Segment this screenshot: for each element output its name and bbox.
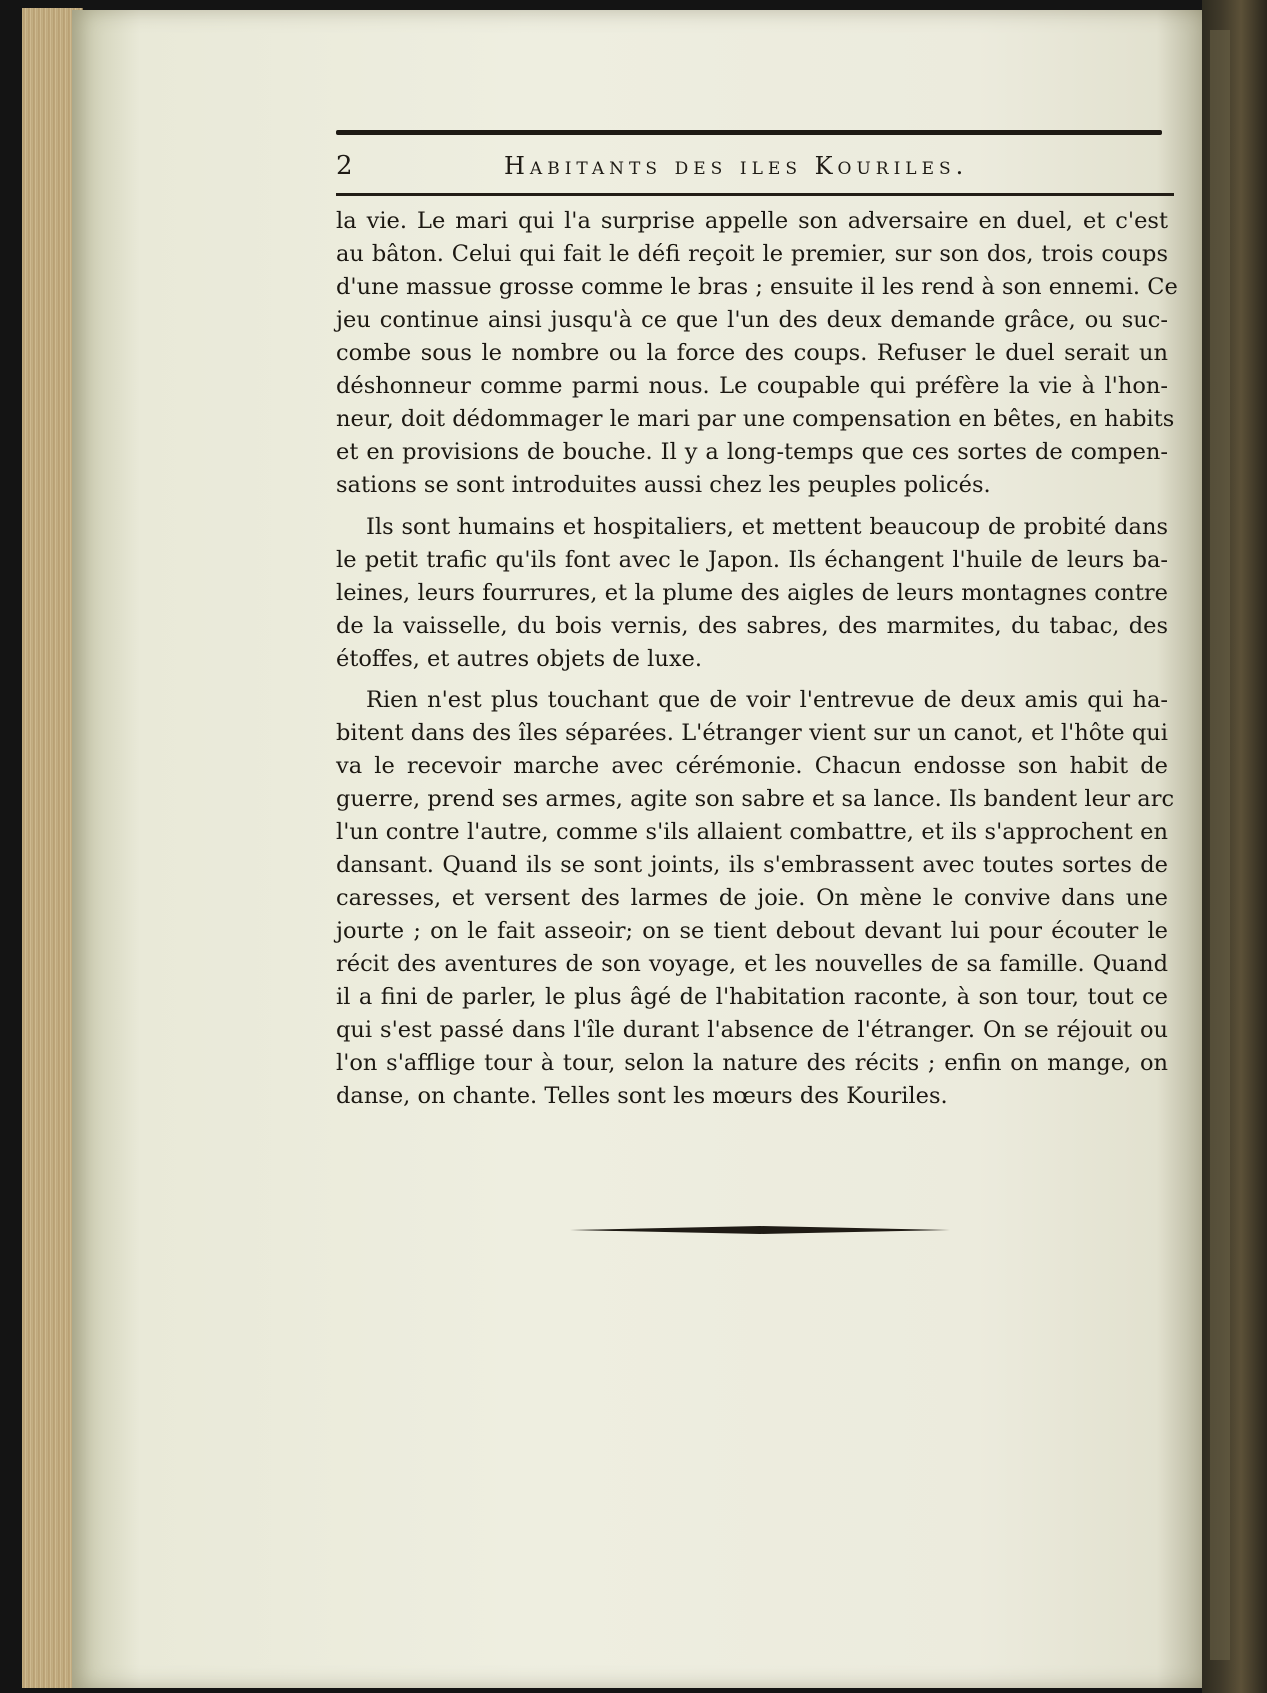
text-line: l'un contre l'autre, comme s'ils allaient combattre, et ils s'approchent en bbox=[336, 819, 1168, 845]
text-line: combe sous le nombre ou la force des coups. Refuser le duel serait un bbox=[336, 340, 1168, 366]
header-rule-thin bbox=[336, 193, 1174, 196]
text-line: guerre, prend ses armes, agite son sabre et sa lance. Ils bandent leur arc bbox=[336, 786, 1175, 812]
binding-strip bbox=[1210, 30, 1230, 1660]
running-head-title: Habitants des iles Kouriles. bbox=[504, 152, 969, 180]
text-line: bitent dans des îles séparées. L'étranger vient sur un canot, et l'hôte qui bbox=[336, 720, 1168, 746]
text-line: caresses, et versent des larmes de joie. On mène le convive dans une bbox=[336, 885, 1168, 911]
text-line: d'une massue grosse comme le bras ; ensuite il les rend à son ennemi. Ce bbox=[336, 274, 1178, 300]
text-line: danse, on chante. Telles sont les mœurs des Kouriles. bbox=[336, 1083, 948, 1109]
text-line: qui s'est passé dans l'île durant l'absence de l'étranger. On se réjouit ou bbox=[336, 1017, 1168, 1043]
text-line: neur, doit dédommager le mari par une compensation en bêtes, en habits bbox=[336, 406, 1175, 432]
text-line: Rien n'est plus touchant que de voir l'entrevue de deux amis qui ha- bbox=[366, 687, 1168, 713]
end-ornament bbox=[570, 1225, 950, 1235]
page-number: 2 bbox=[336, 151, 353, 181]
text-line: l'on s'afflige tour à tour, selon la nature des récits ; enfin on mange, on bbox=[336, 1050, 1168, 1076]
text-line: étoffes, et autres objets de luxe. bbox=[336, 646, 702, 672]
text-line: la vie. Le mari qui l'a surprise appelle son adversaire en duel, et c'est bbox=[336, 208, 1168, 234]
text-line: jourte ; on le fait asseoir; on se tient debout devant lui pour écouter le bbox=[336, 918, 1168, 944]
text-line: sations se sont introduites aussi chez les peuples policés. bbox=[336, 472, 991, 498]
text-line: le petit trafic qu'ils font avec le Japon. Ils échangent l'huile de leurs ba- bbox=[336, 547, 1168, 573]
running-head bbox=[336, 148, 1162, 188]
text-line: récit des aventures de son voyage, et les nouvelles de sa famille. Quand bbox=[336, 951, 1168, 977]
header-rule-thick bbox=[336, 130, 1162, 135]
text-line: jeu continue ainsi jusqu'à ce que l'un des deux demande grâce, ou suc- bbox=[336, 307, 1168, 333]
text-line: Ils sont humains et hospitaliers, et mettent beaucoup de probité dans bbox=[366, 514, 1168, 540]
text-line: déshonneur comme parmi nous. Le coupable qui préfère la vie à l'hon- bbox=[336, 373, 1168, 399]
text-line: et en provisions de bouche. Il y a long-temps que ces sortes de compen- bbox=[336, 439, 1168, 465]
text-line: leines, leurs fourrures, et la plume des aigles de leurs montagnes contre bbox=[336, 580, 1168, 606]
text-line: va le recevoir marche avec cérémonie. Chacun endosse son habit de bbox=[336, 753, 1168, 779]
text-line: il a fini de parler, le plus âgé de l'habitation raconte, à son tour, tout ce bbox=[336, 984, 1168, 1010]
text-line: au bâton. Celui qui fait le défi reçoit le premier, sur son dos, trois coups bbox=[336, 241, 1168, 267]
text-line: dansant. Quand ils se sont joints, ils s'embrassent avec toutes sortes de bbox=[336, 852, 1168, 878]
text-line: de la vaisselle, du bois vernis, des sabres, des marmites, du tabac, des bbox=[336, 613, 1168, 639]
